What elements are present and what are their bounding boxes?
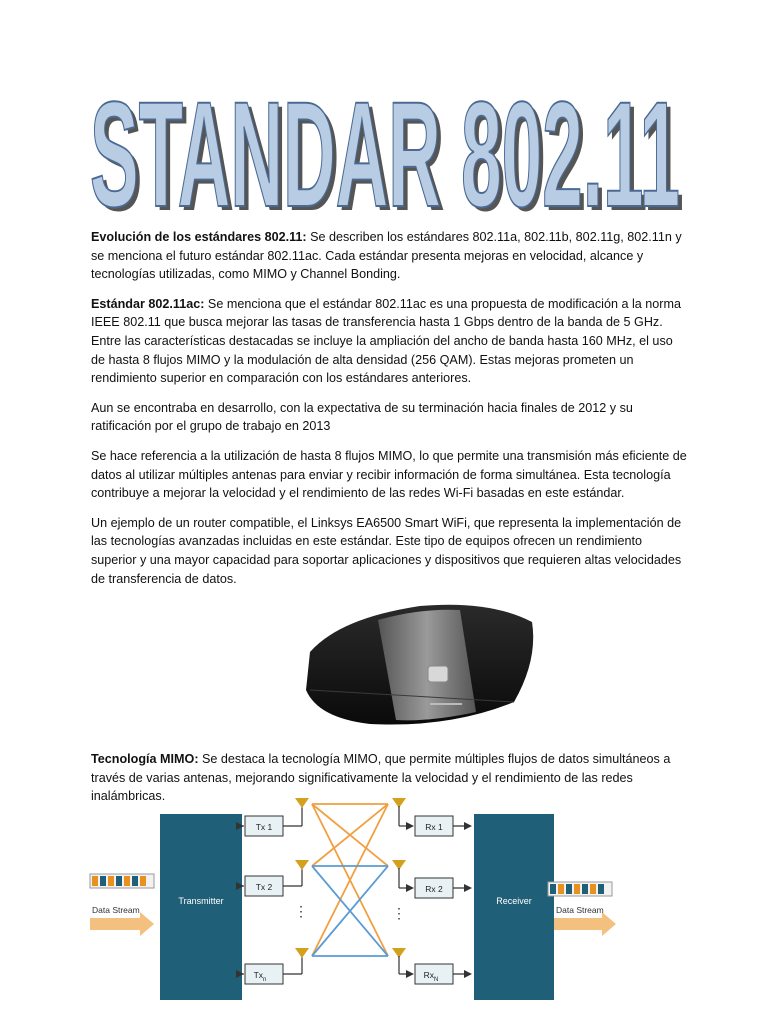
paragraph-80211ac <box>91 295 687 388</box>
paragraph-evolution-label: Evolución de los estándares 802.11: <box>91 230 307 244</box>
receiver-block <box>474 814 554 1000</box>
receiver-label: Receiver <box>496 896 532 906</box>
tx-ellipsis: ⋮ <box>294 903 308 919</box>
main-content <box>91 228 687 599</box>
page-title-text: STANDAR 802.11 <box>90 78 680 218</box>
paragraph-mimo-text: Se destaca la tecnología MIMO, que permite múltiples flujos de datos simultáneos a través de varias antenas, mejorando significativamente la velocidad y el rendimiento de las redes inalámbricas. <box>91 752 671 804</box>
paragraph-mimo-flows: Se hace referencia a la utilización de hasta 8 flujos MIMO, lo que permite una transmisión más eficiente de datos al utilizar múltiples antenas para enviar y recibir información de forma simultánea. Esta tecnología contribuye a mejorar la velocidad y el rendimiento de las redes Wi-Fi basadas en este estándar. <box>91 448 687 501</box>
data-stream-right-label: Data Stream <box>556 905 604 915</box>
txn-label: $Tx_n$ <box>253 970 267 983</box>
paragraph-80211ac-label: Estándar 802.11ac: <box>91 296 205 311</box>
rxn-label: $Rx_N$ <box>423 970 439 983</box>
paragraph-router-example: Un ejemplo de un router compatible, el Linksys EA6500 Smart WiFi, que representa la implementación de las tecnologías avanzadas incluidas en este estándar. Este tipo de equipos ofrecen un rendimiento superior y una mayor capacidad para soportar aplicaciones y dispositivos que requieren altas velocidades de transferencia de datos. <box>91 515 682 586</box>
router-image <box>300 600 540 734</box>
paragraph-mimo-label: Tecnología MIMO: <box>91 752 199 766</box>
rx2-label: Rx 2 <box>425 884 443 894</box>
paragraph-evolution <box>91 228 687 284</box>
transmitter-block <box>160 814 242 1000</box>
page-title-shadow: STANDAR 802.11 <box>94 78 684 218</box>
paragraph-80211ac-text: Se menciona que el estándar 802.11ac es una propuesta de modificación a la norma IEEE 802.11 que busca mejorar las tasas de transferencia hasta 1 Gbps dentro de la banda de 5 GHz. Entre las características destacadas se incluye la ampliación del ancho de banda hasta 160 MHz, el uso de hasta 8 flujos MIMO y la modulación de alta densidad (256 QAM). Estas mejoras prometen un rendimiento superior en comparación con los estándares anteriores. <box>91 296 681 386</box>
paragraph-development: Aun se encontraba en desarrollo, con la expectativa de su terminación hacia finales de 2012 y su ratificación por el grupo de trabajo en 2013 <box>91 400 633 434</box>
txn-antenna-icon <box>295 948 309 958</box>
transmitter-label: Transmitter <box>178 896 224 906</box>
paragraph-evolution-text: Se describen los estándares 802.11a, 802.11b, 802.11g, 802.11n y se menciona el futuro estándar 802.11ac. Cada estándar presenta mejoras en velocidad, alcance y tecnologías utilizadas, como MIMO y Channel Bonding. <box>91 230 682 282</box>
mimo-diagram <box>86 796 618 1000</box>
tx1-antenna-icon <box>295 798 309 808</box>
tx2-antenna-icon <box>295 860 309 870</box>
rx1-label: Rx 1 <box>425 822 443 832</box>
data-stream-left-label: Data Stream <box>92 905 140 915</box>
page-title <box>88 78 688 218</box>
tx1-label: Tx 1 <box>255 822 273 832</box>
rx-ellipsis: ⋮ <box>392 905 406 921</box>
tx2-label: Tx 2 <box>255 882 273 892</box>
